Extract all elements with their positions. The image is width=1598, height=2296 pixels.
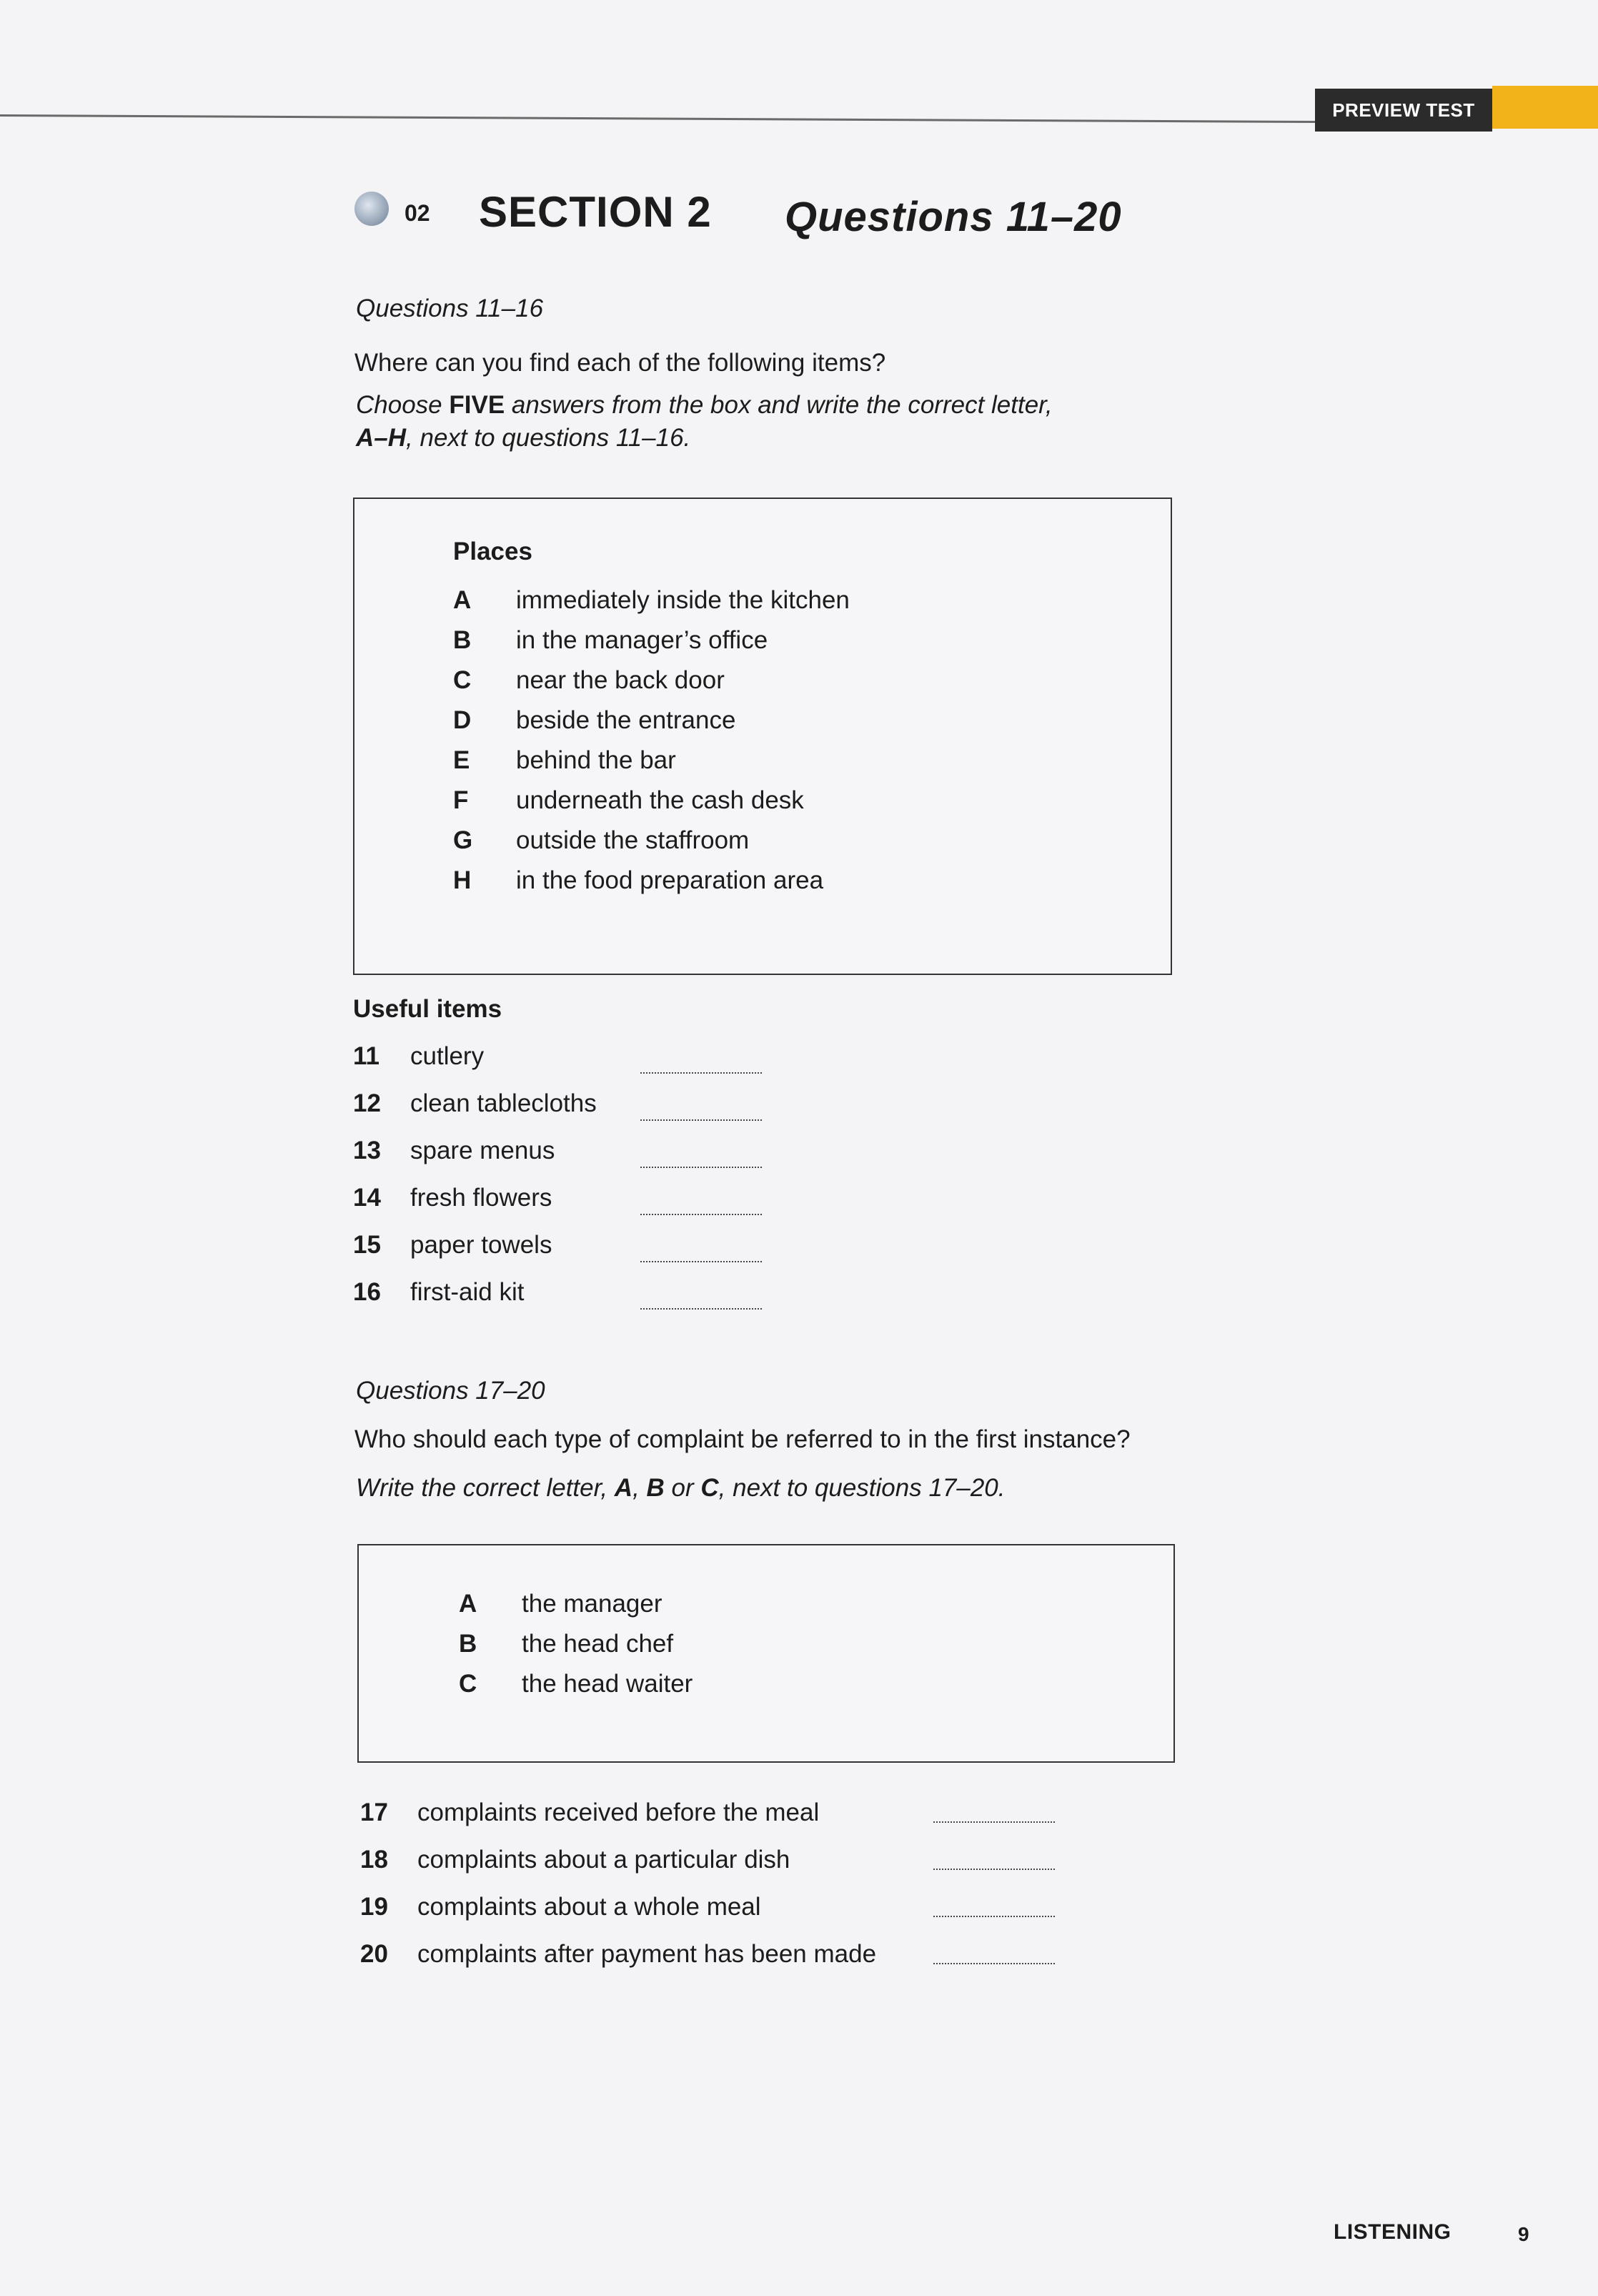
- useful-items-title: Useful items: [353, 995, 502, 1023]
- part2-instruction: Write the correct letter, A, B or C, next to questions 17–20.: [356, 1474, 1006, 1502]
- page-number: 9: [1518, 2223, 1529, 2245]
- answer-blank[interactable]: [933, 1963, 1055, 1964]
- part1-question: Where can you find each of the following items?: [354, 349, 886, 377]
- accent-tab: [1492, 86, 1598, 129]
- answer-blank[interactable]: [640, 1214, 762, 1215]
- answer-blank[interactable]: [933, 1916, 1055, 1917]
- referral-box: A the manager B the head chef C the head waiter: [357, 1544, 1175, 1763]
- section-title: SECTION 2: [479, 188, 712, 236]
- preview-test-tab: PREVIEW TEST: [1315, 89, 1492, 132]
- answer-blank[interactable]: [640, 1261, 762, 1262]
- answer-blank[interactable]: [933, 1821, 1055, 1823]
- part2-heading: Questions 17–20: [356, 1377, 545, 1405]
- header-rule: [0, 114, 1315, 123]
- answer-blank[interactable]: [640, 1308, 762, 1310]
- footer-section-label: LISTENING: [1334, 2220, 1451, 2244]
- part2-question: Who should each type of complaint be referred to in the first instance?: [354, 1425, 1131, 1453]
- answer-blank[interactable]: [640, 1167, 762, 1168]
- places-box: Places A immediately inside the kitchen B in the manager’s office C near the back door D beside the entrance E behind the bar F underneath the cash desk G outside the staffroom H in the food preparation area: [353, 498, 1172, 975]
- questions-range: Questions 11–20: [785, 194, 1122, 240]
- answer-blank[interactable]: [640, 1072, 762, 1074]
- part1-heading: Questions 11–16: [356, 295, 544, 322]
- answer-blank[interactable]: [640, 1119, 762, 1121]
- part1-instruction: Choose FIVE answers from the box and write the correct letter, A–H, next to questions 11–16.: [356, 391, 1053, 452]
- audio-cd-icon: [354, 192, 389, 226]
- places-box-title: Places: [453, 538, 532, 565]
- track-number: 02: [405, 200, 430, 226]
- answer-blank[interactable]: [933, 1869, 1055, 1870]
